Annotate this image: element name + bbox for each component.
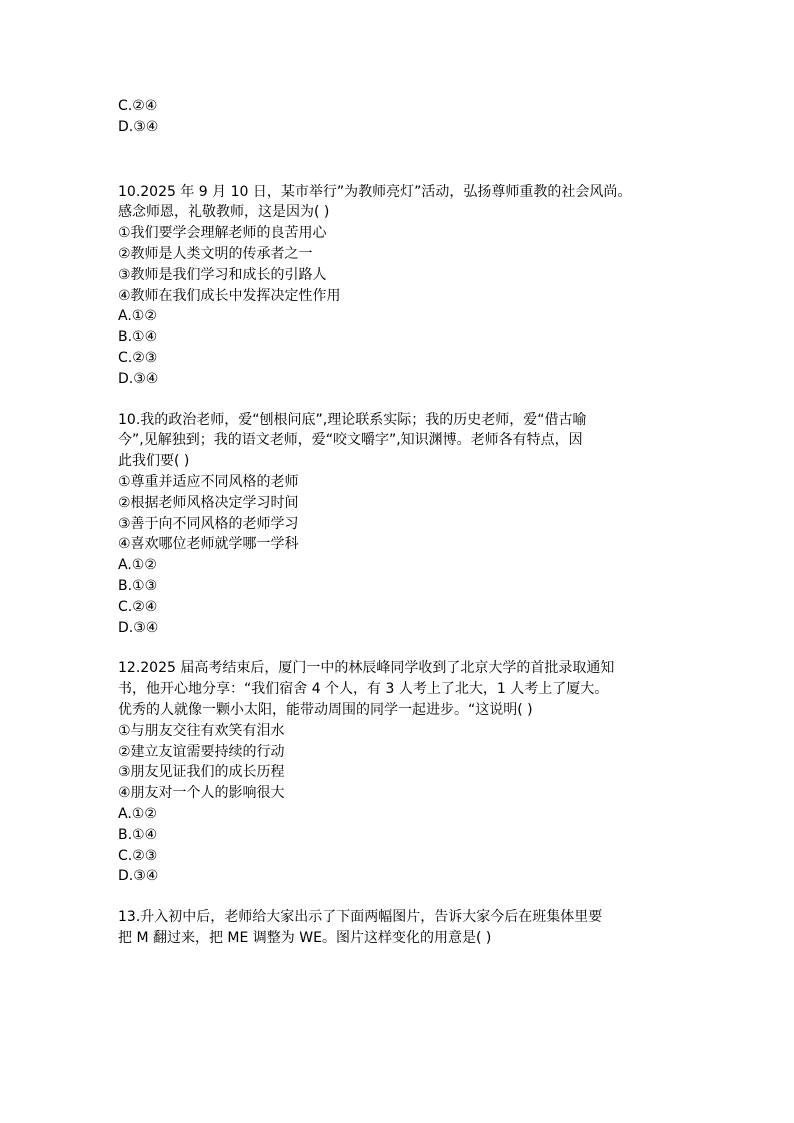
statement-3: ③善于向不同风格的老师学习	[118, 515, 299, 532]
option-a: A.①②	[118, 557, 157, 574]
option-b: B.①④	[118, 329, 158, 346]
option-d: D.③④	[118, 118, 159, 135]
statement-2: ②建立友谊需要持续的行动	[118, 743, 285, 760]
statement-1: ①与朋友交往有欢笑有泪水	[118, 722, 285, 739]
option-c: C.②③	[118, 349, 158, 366]
option-d: D.③④	[118, 370, 159, 387]
question-stem-line: 优秀的人就像一颗小太阳，能带动周围的同学一起进步。“这说明( )	[118, 701, 533, 718]
statement-3: ③朋友见证我们的成长历程	[118, 764, 285, 781]
question-stem-line: 书，他开心地分享：“我们宿舍 4 个人，有 3 人考上了北大，1 人考上了厦大。	[118, 681, 609, 698]
question-12	[118, 658, 698, 887]
question-stem-line: 把 M 翻过来，把 ME 调整为 WE。图片这样变化的用意是( )	[118, 929, 492, 946]
prev-question-options	[118, 96, 698, 138]
question-10-a	[118, 182, 698, 390]
option-a: A.①②	[118, 805, 157, 822]
statement-2: ②根据老师风格决定学习时间	[118, 494, 299, 511]
statement-4: ④朋友对一个人的影响很大	[118, 785, 285, 802]
option-b: B.①④	[118, 826, 158, 843]
question-10-b	[118, 410, 698, 639]
statement-4: ④喜欢哪位老师就学哪一学科	[118, 536, 299, 553]
statement-4: ④教师在我们成长中发挥决定性作用	[118, 287, 341, 304]
question-stem-line: 10.我的政治老师，爱“刨根问底”,理论联系实际；我的历史老师，爱“借古喻	[118, 411, 587, 428]
option-c: C.②④	[118, 598, 158, 615]
question-stem-line: 感念师恩，礼敬教师，这是因为( )	[118, 204, 330, 221]
question-stem-line: 13.升入初中后，老师给大家出示了下面两幅图片，告诉大家今后在班集体里要	[118, 909, 603, 926]
option-d: D.③④	[118, 619, 159, 636]
option-a: A.①②	[118, 308, 157, 325]
statement-2: ②教师是人类文明的传承者之一	[118, 245, 313, 262]
option-c: C.②③	[118, 847, 158, 864]
option-b: B.①③	[118, 577, 158, 594]
document-page	[118, 96, 698, 949]
question-stem-line: 此我们要( )	[118, 453, 190, 470]
question-stem-line: 12.2025 届高考结束后，厦门一中的林辰峰同学收到了北京大学的首批录取通知	[118, 660, 615, 677]
question-13	[118, 907, 698, 949]
question-stem-line: 10.2025 年 9 月 10 日，某市举行”为教师亮灯”活动，弘扬尊师重教的社会风尚。	[118, 183, 632, 200]
option-d: D.③④	[118, 868, 159, 885]
statement-1: ①尊重并适应不同风格的老师	[118, 473, 299, 490]
statement-3: ③教师是我们学习和成长的引路人	[118, 266, 327, 283]
question-stem-line: 今”,见解独到；我的语文老师，爱“咬文嚼字”,知识渊博。老师各有特点，因	[118, 432, 583, 449]
statement-1: ①我们要学会理解老师的良苦用心	[118, 225, 327, 242]
option-c: C.②④	[118, 98, 158, 114]
